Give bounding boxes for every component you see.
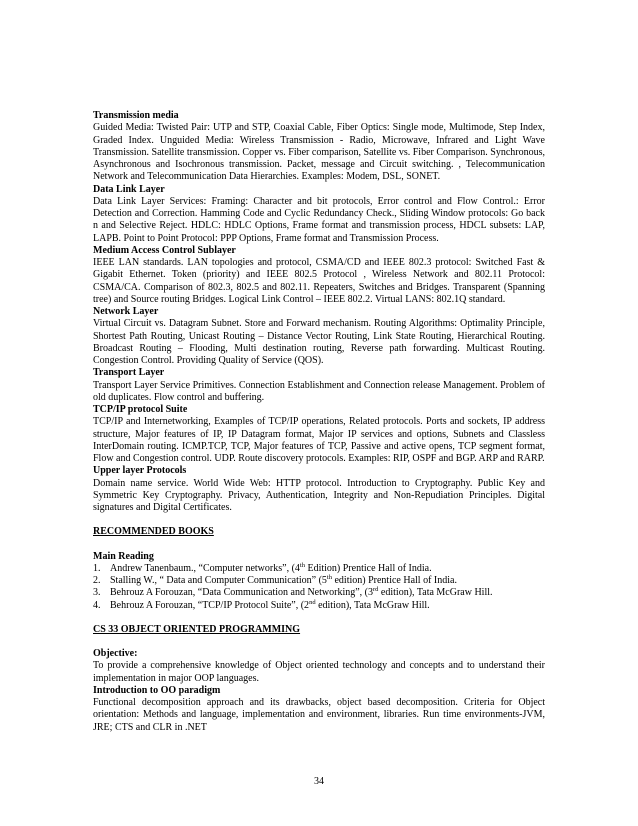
book-entry: Behrouz A Forouzan, “TCP/IP Protocol Suite”, (2nd edition), Tata McGraw Hill.	[110, 598, 430, 611]
objective-heading: Objective:	[93, 648, 138, 659]
book-number: 4.	[93, 599, 101, 611]
book-list	[93, 563, 545, 612]
objective-text: To provide a comprehensive knowledge of Object oriented technology and concepts and to understand their implementation in major OOP languages.	[93, 660, 545, 684]
section-upper-layer	[93, 465, 545, 514]
section-text: IEEE LAN standards. LAN topologies and protocol, CSMA/CD and IEEE 802.3 protocol: Switched Fast & Gigabit Ethernet. Token (priority) and IEEE 802.5 Protocol , Wireless Network and 802.11 Protocol: CSMA/CA. Comparison of 802.3, 802.5 and 802.11. Repeaters, Switches and Bridges. Transparent (Spanning tree) and Source routing Bridges. Logical Link Control – IEEE 802.2. Virtual LANS: 802.1Q standard.	[93, 257, 545, 305]
book-entry: Andrew Tanenbaum., “Computer networks”, (4th Edition) Prentice Hall of India.	[110, 561, 432, 574]
section-heading: Transport Layer	[93, 367, 165, 379]
section-text: Guided Media: Twisted Pair: UTP and STP, Coaxial Cable, Fiber Optics: Single mode, Multimode, Step Index, Graded Index. Unguided Media: Wireless Transmission - Radio, Microwave, Infrared and Light Wave Transmission. Satellite transmission. Copper vs. Fiber comparison, Satellite vs. Fiber Comparison. Synchronous, Asynchronous and Isochronous transmission. Packet, message and Circuit switching. , Telecommunication Network and Telecommunication Data Hierarchies. Examples: Modem, DSL, SONET.	[93, 122, 545, 183]
section-heading: Medium Access Control Sublayer	[93, 244, 236, 256]
course-title: CS 33 OBJECT ORIENTED PROGRAMMING	[93, 623, 301, 635]
book-entry: Stalling W., “ Data and Computer Communication” (5th edition) Prentice Hall of India.	[110, 574, 457, 586]
list-item	[93, 575, 545, 587]
list-item	[93, 587, 545, 599]
book-number: 1.	[93, 562, 101, 574]
section-transmission-media	[93, 110, 545, 184]
section-heading: Transmission media	[93, 110, 179, 121]
section-text: Domain name service. World Wide Web: HTTP protocol. Introduction to Cryptography. Public Key and Symmetric Key Cryptography. Privacy, Authentication, Integrity and Non-Repudiation Principles. Digital signatures and Digital Certificates.	[93, 477, 545, 513]
page-body	[93, 110, 545, 734]
recommended-books-heading: RECOMMENDED BOOKS	[93, 526, 214, 538]
book-number: 2.	[93, 575, 101, 586]
intro-heading: Introduction to OO paradigm	[93, 684, 221, 696]
page-number: 34	[314, 776, 324, 787]
section-text: Transport Layer Service Primitives. Connection Establishment and Connection release Management. Problem of old duplicates. Flow control and buffering.	[93, 379, 545, 403]
list-item	[93, 563, 545, 575]
list-item	[93, 600, 545, 612]
book-entry: Behrouz A Forouzan, “Data Communication and Networking”, (3rd edition), Tata McGraw Hill.	[110, 586, 493, 599]
main-reading-heading: Main Reading	[93, 550, 154, 562]
section-heading: Upper layer Protocols	[93, 465, 187, 477]
section-text: Virtual Circuit vs. Datagram Subnet. Store and Forward mechanism. Routing Algorithms: Optimality Principle, Shortest Path Routing, Unicast Routing – Distance Vector Routing, Link State Routing, Hierarchical Routing. Broadcast Routing – Flooding, Multi destination routing, Reverse path forwarding. Multicast Routing. Congestion Control. Providing Quality of Service (QOS).	[93, 318, 545, 366]
section-tcpip-suite	[93, 404, 545, 465]
section-network-layer	[93, 306, 545, 367]
section-text: Data Link Layer Services: Framing: Character and bit protocols, Error control and Flow Control.: Error Detection and Correction. Hamming Code and Cyclic Redundancy Check., Sliding Window protocols: Go back n and Selective Reject. HDLC: HDLC Options, Frame format and transmission process, HDCL subsets: LAP, LAPB. Point to Point Protocol: PPP Options, Frame format and Transmission Process.	[93, 195, 545, 244]
section-heading: Data Link Layer	[93, 183, 165, 195]
section-heading: TCP/IP protocol Suite	[93, 404, 188, 415]
section-transport-layer	[93, 367, 545, 404]
section-heading: Network Layer	[93, 306, 159, 317]
intro-text: Functional decomposition approach and its drawbacks, object based decomposition. Criteria for Object orientation: Methods and language, implementation and environment, libraries. Run time environments-JVM, JRE; CTS and CLR in .NET	[93, 697, 545, 733]
section-data-link-layer	[93, 184, 545, 245]
section-text: TCP/IP and Internetworking, Examples of TCP/IP operations, Related protocols. Ports and sockets, IP address structure, Major features of IP, IP Datagram format, Major IP services and options, Subnets and Classless InterDomain routing. ICMP.TCP, TCP, Major features of TCP, Passive and active opens, TCP segment format, Flow and Congestion control. UDP. Route discovery protocols. Examples: RIP, OSPF and BGP. ARP and RARP.	[93, 416, 545, 464]
book-number: 3.	[93, 587, 101, 599]
section-mac-sublayer	[93, 245, 545, 306]
